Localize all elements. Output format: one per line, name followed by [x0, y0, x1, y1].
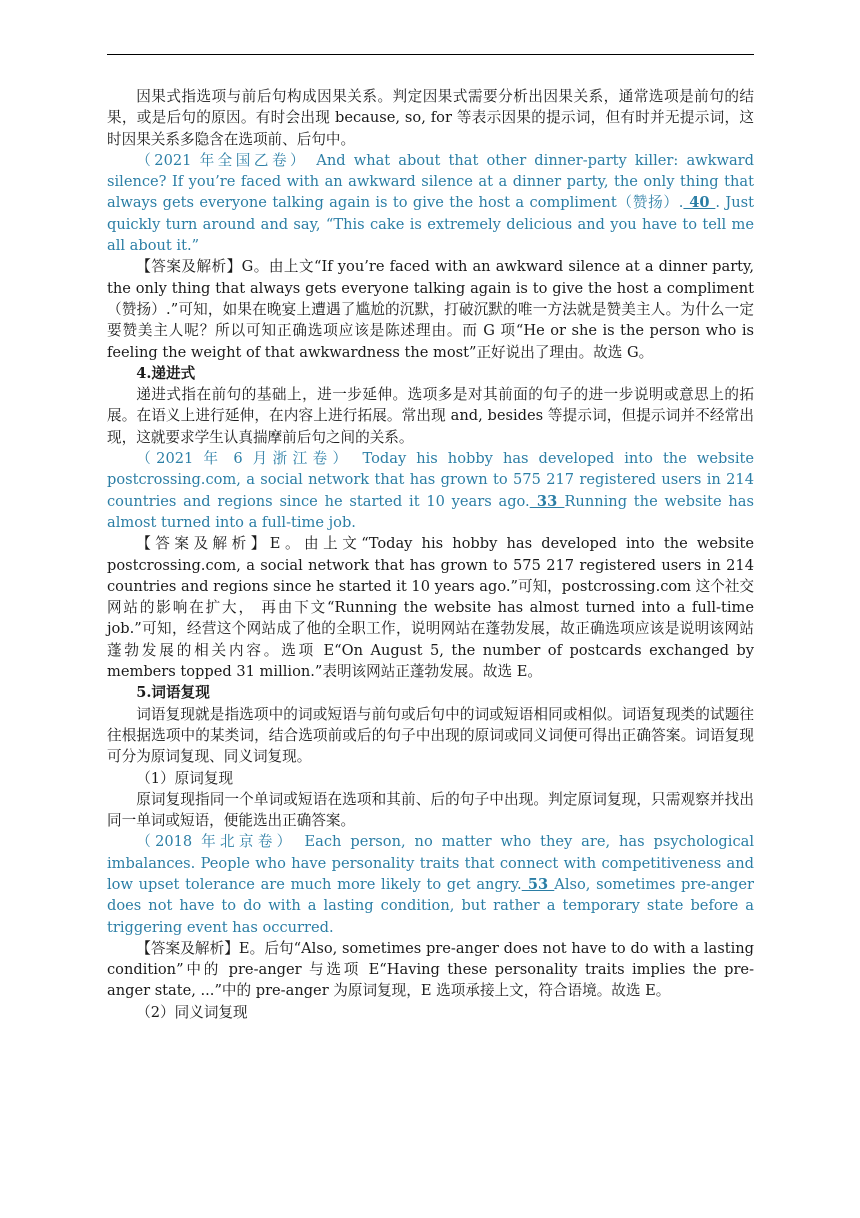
- document-body: [107, 86, 754, 1023]
- example-source: （2018 年北京卷）: [136, 833, 296, 851]
- example-text: Each person, no matter who they are, has psychological imbalances. People who have personality traits that connect with competitiveness and low upset tolerance are much more likely to get angry.: [107, 833, 754, 893]
- example-text-after: Running the website has almost turned into a full-time job.: [107, 492, 754, 531]
- example-source: （2021 年全国乙卷）: [136, 151, 309, 169]
- example-2021-national-b: [107, 150, 754, 256]
- example-text: And what about that other dinner-party killer: awkward silence? If you’re faced with an awkward silence at a dinner party, the only thing that always gets everyone talking again is to give the host a compliment（赞扬）.: [107, 151, 754, 212]
- example-text-after: . Just quickly turn around and say, “This cake is extremely delicious and you have to tell me all about it.”: [107, 194, 754, 255]
- section-heading-progressive: 4.递进式: [136, 364, 196, 382]
- word-repetition-paragraph: 词语复现就是指选项中的词或短语与前句或后句中的词或短语相同或相似。词语复现类的试题往往根据选项中的某类词，结合选项前或后的句子中出现的原词或同义词便可得出正确答案。词语复现可分为原词复现、同义词复现。: [107, 705, 754, 766]
- example-source: （2021 年 6 月浙江卷）: [136, 450, 353, 468]
- example-text-after: Also, sometimes pre-anger does not have to do with a lasting condition, but rather a temporary state before a triggering event has occurred.: [107, 875, 754, 936]
- section-heading-word-repetition: 5.词语复现: [136, 684, 210, 702]
- subheading-synonym: （2）同义词复现: [136, 1003, 248, 1021]
- cause-effect-paragraph: 因果式指选项与前后句构成因果关系。判定因果式需要分析出因果关系，通常选项是前句的结果，或是后句的原因。有时会出现 because, so, for 等表示因果的提示词，但有时并无提示词，这时因果关系多隐含在选项前、后句中。: [107, 88, 754, 148]
- subheading-original-word: （1）原词复现: [136, 769, 234, 787]
- answer-explanation-3: 【答案及解析】E。后句“Also, sometimes pre-anger does not have to do with a lasting condition”中的 pre-anger 与选项 E“Having these personality traits implies the pre-anger state, ...”中的 pre-anger 为原词复现，E 选项承接上文，符合语境。故选 E。: [107, 939, 754, 1000]
- answer-explanation-1: 【答案及解析】G。由上文“If you’re faced with an awkward silence at a dinner party, the only thing that always gets everyone talking again is to give the host a compliment（赞扬）.”可知，如果在晚宴上遭遇了尴尬的沉默，打破沉默的唯一方法就是赞美主人。为什么一定要赞美主人呢？所以可知正确选项应该是陈述理由。而 G 项“He or she is the person who is feeling the weight of that awkwardness the most”正好说出了理由。故选 G。: [107, 258, 754, 361]
- progressive-paragraph: 递进式指在前句的基础上，进一步延伸。选项多是对其前面的句子的进一步说明或意思上的拓展。在语义上进行延伸，在内容上进行拓展。常出现 and, besides 等提示词，但提示词并不经常出现，这就要求学生认真揣摩前后句之间的关系。: [107, 386, 754, 446]
- example-2018-beijing: [107, 831, 754, 937]
- blank-33: 33: [529, 492, 565, 510]
- blank-40: 40: [683, 194, 716, 212]
- blank-53: 53: [521, 875, 555, 893]
- example-text: Today his hobby has developed into the website postcrossing.com, a social network that has grown to 575 217 registered users in 214 countries and regions since he started it 10 years ago.: [107, 450, 754, 510]
- original-word-paragraph: 原词复现指同一个单词或短语在选项和其前、后的句子中出现。判定原词复现，只需观察并找出同一单词或短语，便能选出正确答案。: [107, 790, 754, 830]
- header-rule: [107, 54, 754, 55]
- example-2021-zhejiang: [107, 448, 754, 533]
- answer-explanation-2: 【答案及解析】E。由上文“Today his hobby has developed into the website postcrossing.com, a social network that has grown to 575 217 registered users in 214 countries and regions since he started it 10 years ago.”可知，postcrossing.com 这个社交网站的影响在扩大， 再由下文“Running the website has almost turned into a full-time job.”可知，经营这个网站成了他的全职工作，说明网站在蓬勃发展，故正确选项应该是说明该网站蓬勃发展的相关内容。选项 E“On August 5, the number of postcards exchanged by members topped 31 million.”表明该网站正蓬勃发展。故选 E。: [107, 535, 755, 681]
